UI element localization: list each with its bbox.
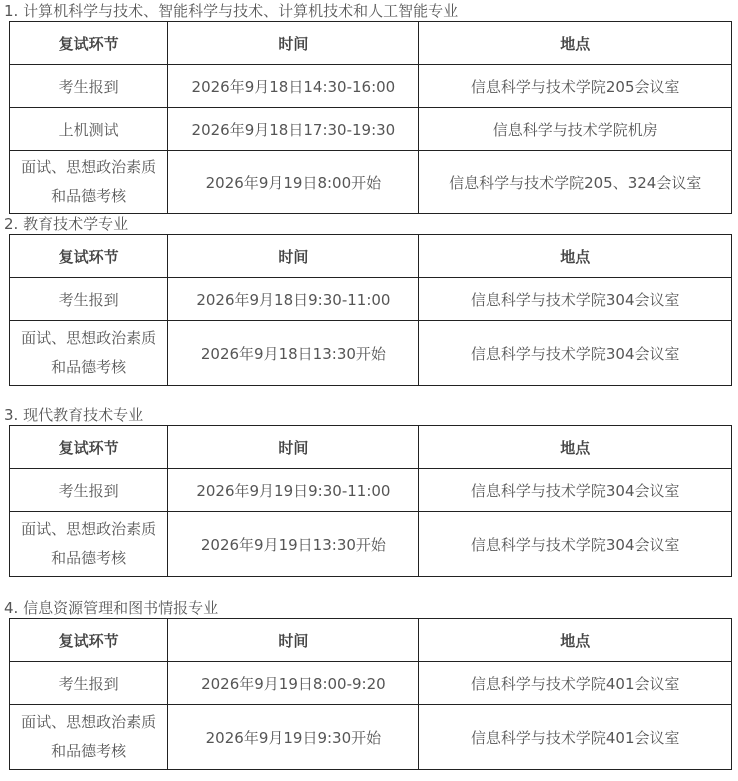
table-header-row — [10, 22, 732, 65]
section-title: 4. 信息资源管理和图书情报专业 — [4, 599, 219, 617]
cell-location: 信息科学与技术学院304会议室 — [419, 469, 732, 512]
section-title: 3. 现代教育技术专业 — [4, 406, 144, 424]
header-location: 地点 — [419, 426, 732, 469]
table-header-row — [10, 426, 732, 469]
cell-time: 2026年9月18日14:30-16:00 — [168, 65, 419, 108]
header-stage: 复试环节 — [10, 22, 168, 65]
cell-stage — [10, 321, 168, 386]
cell-stage: 上机测试 — [10, 108, 168, 151]
header-stage: 复试环节 — [10, 619, 168, 662]
cell-stage — [10, 151, 168, 214]
table-row — [10, 151, 732, 214]
schedule-table — [9, 234, 732, 386]
stage-line-1: 面试、思想政治素质 — [21, 520, 157, 538]
cell-stage: 考生报到 — [10, 278, 168, 321]
cell-time: 2026年9月18日17:30-19:30 — [168, 108, 419, 151]
cell-location: 信息科学与技术学院401会议室 — [419, 662, 732, 705]
cell-stage — [10, 705, 168, 770]
cell-location: 信息科学与技术学院304会议室 — [419, 512, 732, 577]
table-row — [10, 512, 732, 577]
cell-stage: 考生报到 — [10, 65, 168, 108]
stage-line-1: 面试、思想政治素质 — [21, 158, 157, 176]
cell-time: 2026年9月18日9:30-11:00 — [168, 278, 419, 321]
stage-line-2: 和品德考核 — [51, 358, 127, 376]
header-time: 时间 — [168, 235, 419, 278]
table-row — [10, 65, 732, 108]
header-stage: 复试环节 — [10, 235, 168, 278]
cell-time: 2026年9月19日8:00开始 — [168, 151, 419, 214]
cell-location: 信息科学与技术学院205、324会议室 — [419, 151, 732, 214]
header-location: 地点 — [419, 22, 732, 65]
cell-location: 信息科学与技术学院401会议室 — [419, 705, 732, 770]
table-header-row — [10, 619, 732, 662]
header-location: 地点 — [419, 619, 732, 662]
spacer — [0, 577, 738, 598]
table-row — [10, 108, 732, 151]
cell-location: 信息科学与技术学院机房 — [419, 108, 732, 151]
section-1 — [0, 0, 738, 214]
stage-line-2: 和品德考核 — [51, 187, 127, 205]
cell-stage: 考生报到 — [10, 469, 168, 512]
table-row — [10, 662, 732, 705]
cell-time: 2026年9月19日13:30开始 — [168, 512, 419, 577]
header-stage: 复试环节 — [10, 426, 168, 469]
table-row — [10, 469, 732, 512]
stage-line-2: 和品德考核 — [51, 549, 127, 567]
cell-time: 2026年9月19日9:30-11:00 — [168, 469, 419, 512]
cell-time: 2026年9月19日8:00-9:20 — [168, 662, 419, 705]
stage-line-1: 面试、思想政治素质 — [21, 713, 157, 731]
table-header-row — [10, 235, 732, 278]
section-3 — [0, 405, 738, 577]
stage-line-2: 和品德考核 — [51, 742, 127, 760]
cell-stage — [10, 512, 168, 577]
cell-time: 2026年9月19日9:30开始 — [168, 705, 419, 770]
header-time: 时间 — [168, 22, 419, 65]
cell-stage: 考生报到 — [10, 662, 168, 705]
cell-location: 信息科学与技术学院304会议室 — [419, 321, 732, 386]
cell-location: 信息科学与技术学院205会议室 — [419, 65, 732, 108]
section-2 — [0, 214, 738, 386]
section-title: 1. 计算机科学与技术、智能科学与技术、计算机技术和人工智能专业 — [4, 2, 459, 20]
table-row — [10, 321, 732, 386]
table-row — [10, 705, 732, 770]
cell-time: 2026年9月18日13:30开始 — [168, 321, 419, 386]
header-time: 时间 — [168, 619, 419, 662]
schedule-table — [9, 21, 732, 214]
stage-line-1: 面试、思想政治素质 — [21, 329, 157, 347]
section-4 — [0, 598, 738, 770]
cell-location: 信息科学与技术学院304会议室 — [419, 278, 732, 321]
section-title: 2. 教育技术学专业 — [4, 215, 129, 233]
schedule-table — [9, 618, 732, 770]
header-location: 地点 — [419, 235, 732, 278]
schedule-table — [9, 425, 732, 577]
header-time: 时间 — [168, 426, 419, 469]
table-row — [10, 278, 732, 321]
spacer — [0, 386, 738, 405]
